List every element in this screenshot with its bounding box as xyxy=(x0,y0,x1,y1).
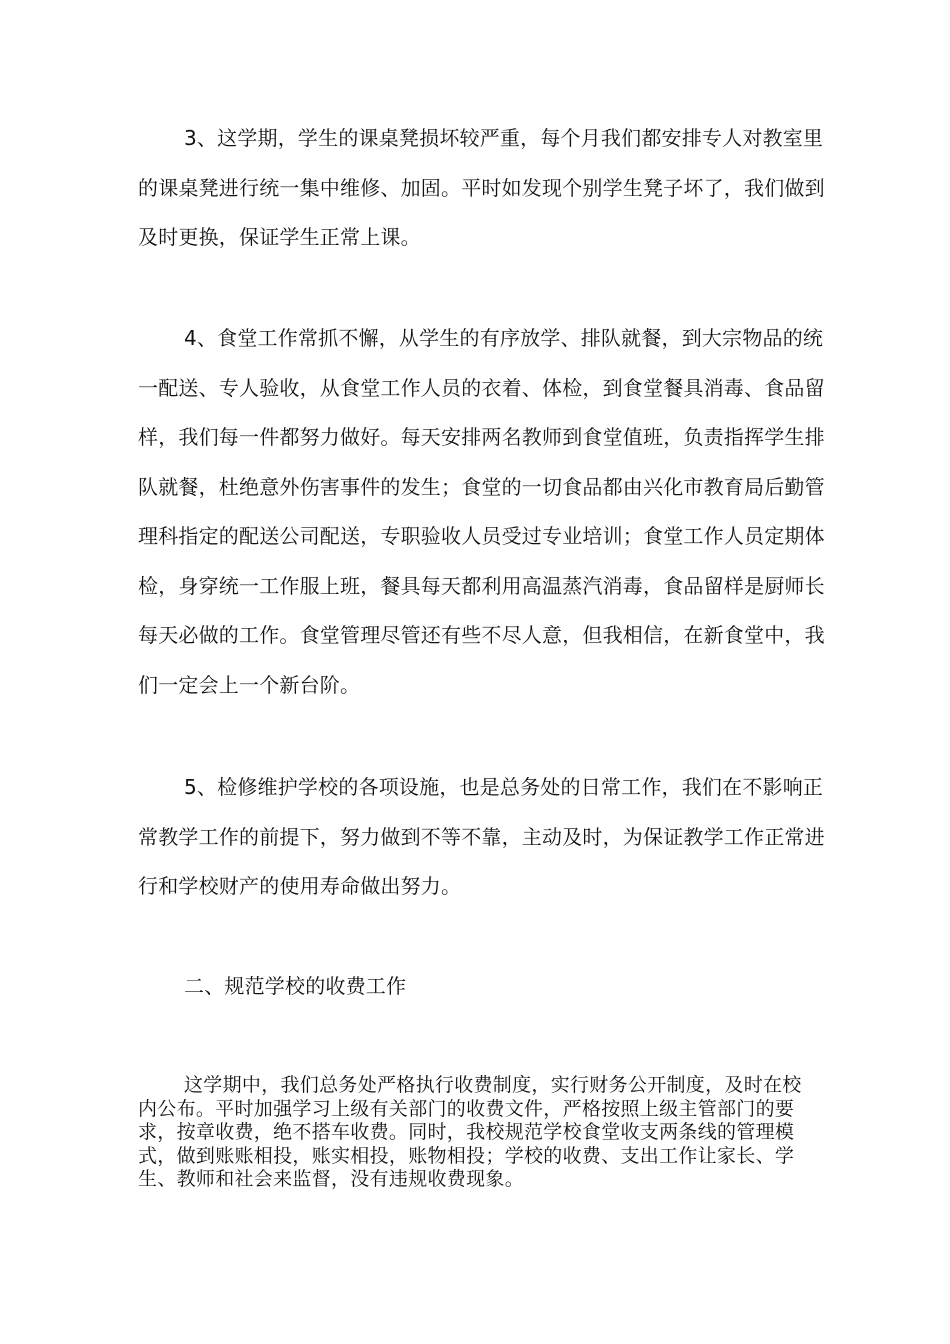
paragraph-facility-maintenance: 5、检修维护学校的各项设施，也是总务处的日常工作，我们在不影响正常教学工作的前提下，努力做到不等不靠，主动及时，为保证教学工作正常进行和学校财产的使用寿命做出努力。 xyxy=(138,775,825,898)
section-heading-fees: 二、规范学校的收费工作 xyxy=(184,974,407,998)
paragraph-canteen-work: 4、食堂工作常抓不懈，从学生的有序放学、排队就餐，到大宗物品的统一配送、专人验收，从食堂工作人员的衣着、体检，到食堂餐具消毒、食品留样，我们每一件都努力做好。每天安排两名教师到食堂值班，负责指挥学生排队就餐，杜绝意外伤害事件的发生；食堂的一切食品都由兴化市教育局后勤管理科指定的配送公司配送，专职验收人员受过专业培训；食堂工作人员定期体检，身穿统一工作服上班，餐具每天都利用高温蒸汽消毒，食品留样是厨师长每天必做的工作。食堂管理尽管还有些不尽人意，但我相信，在新食堂中，我们一定会上一个新台阶。 xyxy=(138,326,825,697)
paragraph-desk-repair: 3、这学期，学生的课桌凳损坏较严重，每个月我们都安排专人对教室里的课桌凳进行统一集中维修、加固。平时如发现个别学生凳子坏了，我们做到及时更换，保证学生正常上课。 xyxy=(138,126,825,249)
paragraph-fee-regulation: 这学期中，我们总务处严格执行收费制度，实行财务公开制度，及时在校内公布。平时加强学习上级有关部门的收费文件，严格按照上级主管部门的要求，按章收费，绝不搭车收费。同时，我校规范学校食堂收支两条线的管理模式，做到账账相投，账实相投，账物相投；学校的收费、支出工作让家长、学生、教师和社会来监督，没有违规收费现象。 xyxy=(138,1074,802,1190)
